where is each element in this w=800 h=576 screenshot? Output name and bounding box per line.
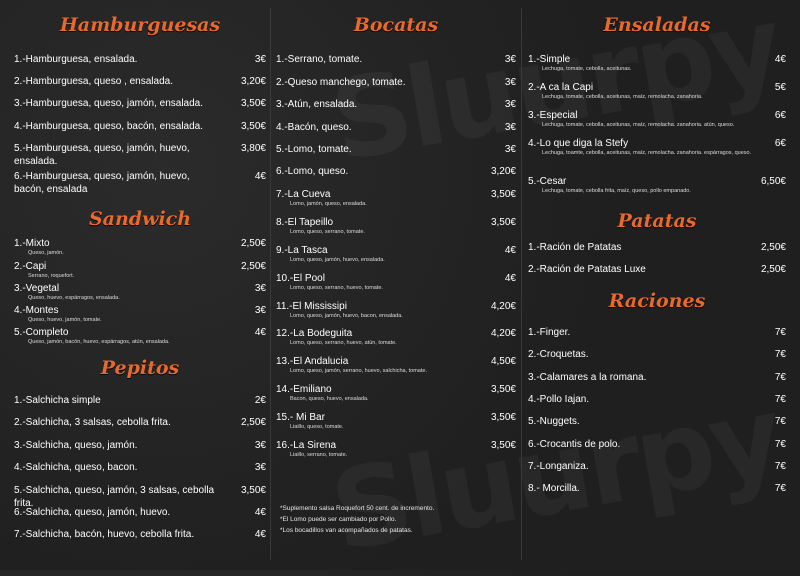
- item-price: 3,50€: [240, 98, 266, 109]
- item-description: Lomo, queso, serrano, huevo, tomate.: [290, 285, 383, 291]
- menu-item: 5.-Salchicha, queso, jamón, 3 salsas, cebolla frita. 3,50€: [14, 485, 266, 509]
- item-price: 7€: [774, 394, 786, 405]
- item-price: 4,20€: [490, 328, 516, 339]
- item-description: Liaillo, serrano, tomate.: [290, 452, 348, 458]
- item-price: 7€: [774, 439, 786, 450]
- item-description: Lomo, queso, serrano, tomate.: [290, 229, 365, 235]
- menu-item: 2.-Salchicha, 3 salsas, cebolla frita. 2,50€: [14, 417, 266, 428]
- menu-item: 3.-Hamburguesa, queso, jamón, ensalada. 3,50€: [14, 98, 266, 109]
- section-pepitos: [14, 357, 266, 379]
- item-description: Queso, huevo, jamón, tomate.: [28, 317, 102, 323]
- item-price: 2,50€: [760, 242, 786, 253]
- item-description: Serrano, roquefort.: [28, 273, 75, 279]
- menu-item: 1.-Hamburguesa, ensalada. 3€: [14, 54, 266, 65]
- section-sandwich: [14, 208, 266, 230]
- item-description: Lomo, queso, jamón, serrano, huevo, salchicha, tomate.: [290, 368, 427, 374]
- item-price: 3,50€: [490, 384, 516, 395]
- item-description: Lomo, queso, jamón, huevo, ensalada.: [290, 257, 385, 263]
- menu-item: 4.-Montes Queso, huevo, jamón, tomate. 3€: [14, 305, 266, 323]
- section-title: Pepitos: [100, 357, 180, 379]
- item-price: 3,50€: [490, 412, 516, 423]
- item-price: 7€: [774, 416, 786, 427]
- item-price: 3€: [504, 77, 516, 88]
- item-price: 3€: [254, 305, 266, 316]
- menu-item: 4.-Pollo Iajan. 7€: [528, 394, 786, 405]
- column-divider: [521, 8, 522, 560]
- menu-item: 4.-Bacón, queso. 3€: [276, 122, 516, 133]
- menu-item: 6.-Salchicha, queso, jamón, huevo. 4€: [14, 507, 266, 518]
- item-price: 2€: [254, 395, 266, 406]
- menu-item: 7.-Longaniza. 7€: [528, 461, 786, 472]
- item-description: Lechuga, toamte, cebolla, aceitunas, maíz, remolacha. zanahoria. espárragos, queso.: [542, 150, 752, 156]
- item-price: 4€: [254, 507, 266, 518]
- item-price: 3€: [504, 54, 516, 65]
- menu-item: 1.-Serrano, tomate. 3€: [276, 54, 516, 65]
- menu-item: 1.-Finger. 7€: [528, 327, 786, 338]
- item-price: 4€: [504, 245, 516, 256]
- menu-item: 10.-El Pool Lomo, queso, serrano, huevo, tomate. 4€: [276, 273, 516, 291]
- item-price: 4€: [254, 171, 266, 182]
- menu-item: 4.-Salchicha, queso, bacon. 3€: [14, 462, 266, 473]
- item-price: 4€: [504, 273, 516, 284]
- item-price: 7€: [774, 327, 786, 338]
- menu-item: 1.-Ración de Patatas 2,50€: [528, 242, 786, 253]
- item-price: 4,20€: [490, 301, 516, 312]
- item-price: 7€: [774, 483, 786, 494]
- menu-item: 5.-Cesar Lechuga, tomate, cebolla frita, maíz, queso, pollo empanado. 6,50€: [528, 176, 786, 194]
- item-price: 4€: [254, 529, 266, 540]
- item-price: 3,50€: [240, 121, 266, 132]
- menu-item: 3.-Especial Lechuga, tomate, cebolla, aceitunas, maíz, remolacha. zanahoria. atún, queso. 6€: [528, 110, 786, 128]
- item-price: 4€: [774, 54, 786, 65]
- bocatas-notes: [280, 503, 516, 536]
- item-price: 6€: [774, 110, 786, 121]
- menu-item: 2.-Queso manchego, tomate. 3€: [276, 77, 516, 88]
- section-title: Ensaladas: [603, 14, 711, 36]
- menu-item: 5.-Lomo, tomate. 3€: [276, 144, 516, 155]
- menu-item: 3.-Calamares a la romana. 7€: [528, 372, 786, 383]
- menu-item: 6.-Hamburguesa, queso, jamón, huevo, bacón, ensalada 4€: [14, 171, 266, 195]
- menu-item: 2.-Croquetas. 7€: [528, 349, 786, 360]
- menu-item: 8.- Morcilla. 7€: [528, 483, 786, 494]
- note-line: *El Lomo puede ser cambiado por Pollo.: [280, 516, 397, 523]
- menu-item: 6.-Lomo, queso. 3,20€: [276, 166, 516, 177]
- item-price: 2,50€: [240, 238, 266, 249]
- item-description: Queso, jamón, bacón, huevo, espárragos, atún, ensalada.: [28, 339, 170, 345]
- item-price: 3,80€: [240, 143, 266, 154]
- menu-item: 14.-Emiliano Bacon, queso, huevo, ensalada. 3,50€: [276, 384, 516, 402]
- section-title: Hamburguesas: [59, 14, 221, 36]
- section-title: Raciones: [608, 290, 706, 312]
- item-price: 2,50€: [760, 264, 786, 275]
- section-bocatas: [276, 14, 516, 36]
- menu-item: 1.-Simple Lechuga, tomate, cebolla, aceitunas. 4€: [528, 54, 786, 72]
- item-description: Lomo, jamón, queso, ensalada.: [290, 201, 367, 207]
- menu-item: 7.-La Cueva Lomo, jamón, queso, ensalada. 3,50€: [276, 189, 516, 207]
- menu-item: 1.-Mixto Queso, jamón. 2,50€: [14, 238, 266, 256]
- item-price: 7€: [774, 372, 786, 383]
- item-price: 7€: [774, 349, 786, 360]
- item-price: 7€: [774, 461, 786, 472]
- item-price: 2,50€: [240, 417, 266, 428]
- item-description: Lomo, queso, jamón, huevo, bacon, ensalada.: [290, 313, 403, 319]
- item-price: 3,50€: [490, 189, 516, 200]
- menu-item: 6.-Crocantis de polo. 7€: [528, 439, 786, 450]
- item-price: 3€: [254, 54, 266, 65]
- item-description: Lechuga, tomate, cebolla, aceitunas.: [542, 66, 632, 72]
- menu-item: 3.-Vegetal Queso, huevo, espárragos, ensalada. 3€: [14, 283, 266, 301]
- item-price: 2,50€: [240, 261, 266, 272]
- section-raciones: [528, 290, 786, 312]
- item-price: 4,50€: [490, 356, 516, 367]
- section-title: Bocatas: [353, 14, 439, 36]
- section-patatas: [528, 210, 786, 232]
- menu-item: 7.-Salchicha, bacón, huevo, cebolla frita. 4€: [14, 529, 266, 540]
- menu-item: 2.-A ca la Capi Lechuga, tomate, cebolla, aceitunas, maíz, remolacha, zanahoria. 5€: [528, 82, 786, 100]
- menu-item: 4.-Hamburguesa, queso, bacón, ensalada. 3,50€: [14, 121, 266, 132]
- menu-item: 1.-Salchicha simple 2€: [14, 395, 266, 406]
- menu-item: 3.-Atún, ensalada. 3€: [276, 99, 516, 110]
- menu-item: 3.-Salchicha, queso, jamón. 3€: [14, 440, 266, 451]
- item-price: 4€: [254, 327, 266, 338]
- menu-item: 8.-El Tapeillo Lomo, queso, serrano, tomate. 3,50€: [276, 217, 516, 235]
- item-description: Lechuga, tomate, cebolla, aceitunas, maíz, remolacha, zanahoria.: [542, 94, 703, 100]
- item-price: 6€: [774, 138, 786, 149]
- item-price: 3,20€: [240, 76, 266, 87]
- item-price: 3,20€: [490, 166, 516, 177]
- section-title: Patatas: [617, 210, 697, 232]
- menu-item: 5.-Completo Queso, jamón, bacón, huevo, espárragos, atún, ensalada. 4€: [14, 327, 266, 345]
- note-line: *Suplemento salsa Roquefort 50 cent. de incremento.: [280, 505, 435, 512]
- item-price: 3,50€: [490, 217, 516, 228]
- section-title: Sandwich: [88, 208, 192, 230]
- item-description: Lechuga, tomate, cebolla frita, maíz, queso, pollo empanado.: [542, 188, 691, 194]
- item-price: 5€: [774, 82, 786, 93]
- item-price: 3,50€: [490, 440, 516, 451]
- menu-item: 5.-Hamburguesa, queso, jamón, huevo, ensalada. 3,80€: [14, 143, 266, 167]
- item-price: 3€: [254, 283, 266, 294]
- section-ensaladas: [528, 14, 786, 36]
- menu-item: 5.-Nuggets. 7€: [528, 416, 786, 427]
- item-description: Queso, huevo, espárragos, ensalada.: [28, 295, 120, 301]
- menu-item: 2.-Hamburguesa, queso , ensalada. 3,20€: [14, 76, 266, 87]
- item-description: Bacon, queso, huevo, ensalada.: [290, 396, 369, 402]
- item-price: 3€: [254, 462, 266, 473]
- item-price: 6,50€: [760, 176, 786, 187]
- item-price: 3€: [504, 144, 516, 155]
- note-line: *Los bocadillos van acompañados de patatas.: [280, 527, 413, 534]
- menu-item: 2.-Ración de Patatas Luxe 2,50€: [528, 264, 786, 275]
- menu-item: 4.-Lo que diga la Stefy Lechuga, toamte, cebolla, aceitunas, maíz, remolacha. zanahoria. espárragos, queso. 6€: [528, 138, 786, 156]
- menu-item: 16.-La Sirena Liaillo, serrano, tomate. 3,50€: [276, 440, 516, 458]
- item-description: Queso, jamón.: [28, 250, 64, 256]
- menu-item: 12.-La Bodeguita Lomo, queso, serrano, huevo, atún, tomate. 4,20€: [276, 328, 516, 346]
- item-price: 3€: [254, 440, 266, 451]
- item-price: 3,50€: [240, 485, 266, 496]
- item-description: Lechuga, tomate, cebolla, aceitunas, maíz, remolacha. zanahoria. atún, queso.: [542, 122, 735, 128]
- item-price: 3€: [504, 99, 516, 110]
- column-divider: [270, 8, 271, 560]
- item-price: 3€: [504, 122, 516, 133]
- menu-item: 2.-Capi Serrano, roquefort. 2,50€: [14, 261, 266, 279]
- menu-item: 11.-El Mississipi Lomo, queso, jamón, huevo, bacon, ensalada. 4,20€: [276, 301, 516, 319]
- menu-item: 9.-La Tasca Lomo, queso, jamón, huevo, ensalada. 4€: [276, 245, 516, 263]
- item-description: Liaillo, queso, tomate.: [290, 424, 344, 430]
- menu-item: 13.-El Andalucia Lomo, queso, jamón, serrano, huevo, salchicha, tomate. 4,50€: [276, 356, 516, 374]
- item-description: Lomo, queso, serrano, huevo, atún, tomate.: [290, 340, 397, 346]
- section-hamburguesas: [14, 14, 266, 36]
- menu-item: 15.- Mi Bar Liaillo, queso, tomate. 3,50€: [276, 412, 516, 430]
